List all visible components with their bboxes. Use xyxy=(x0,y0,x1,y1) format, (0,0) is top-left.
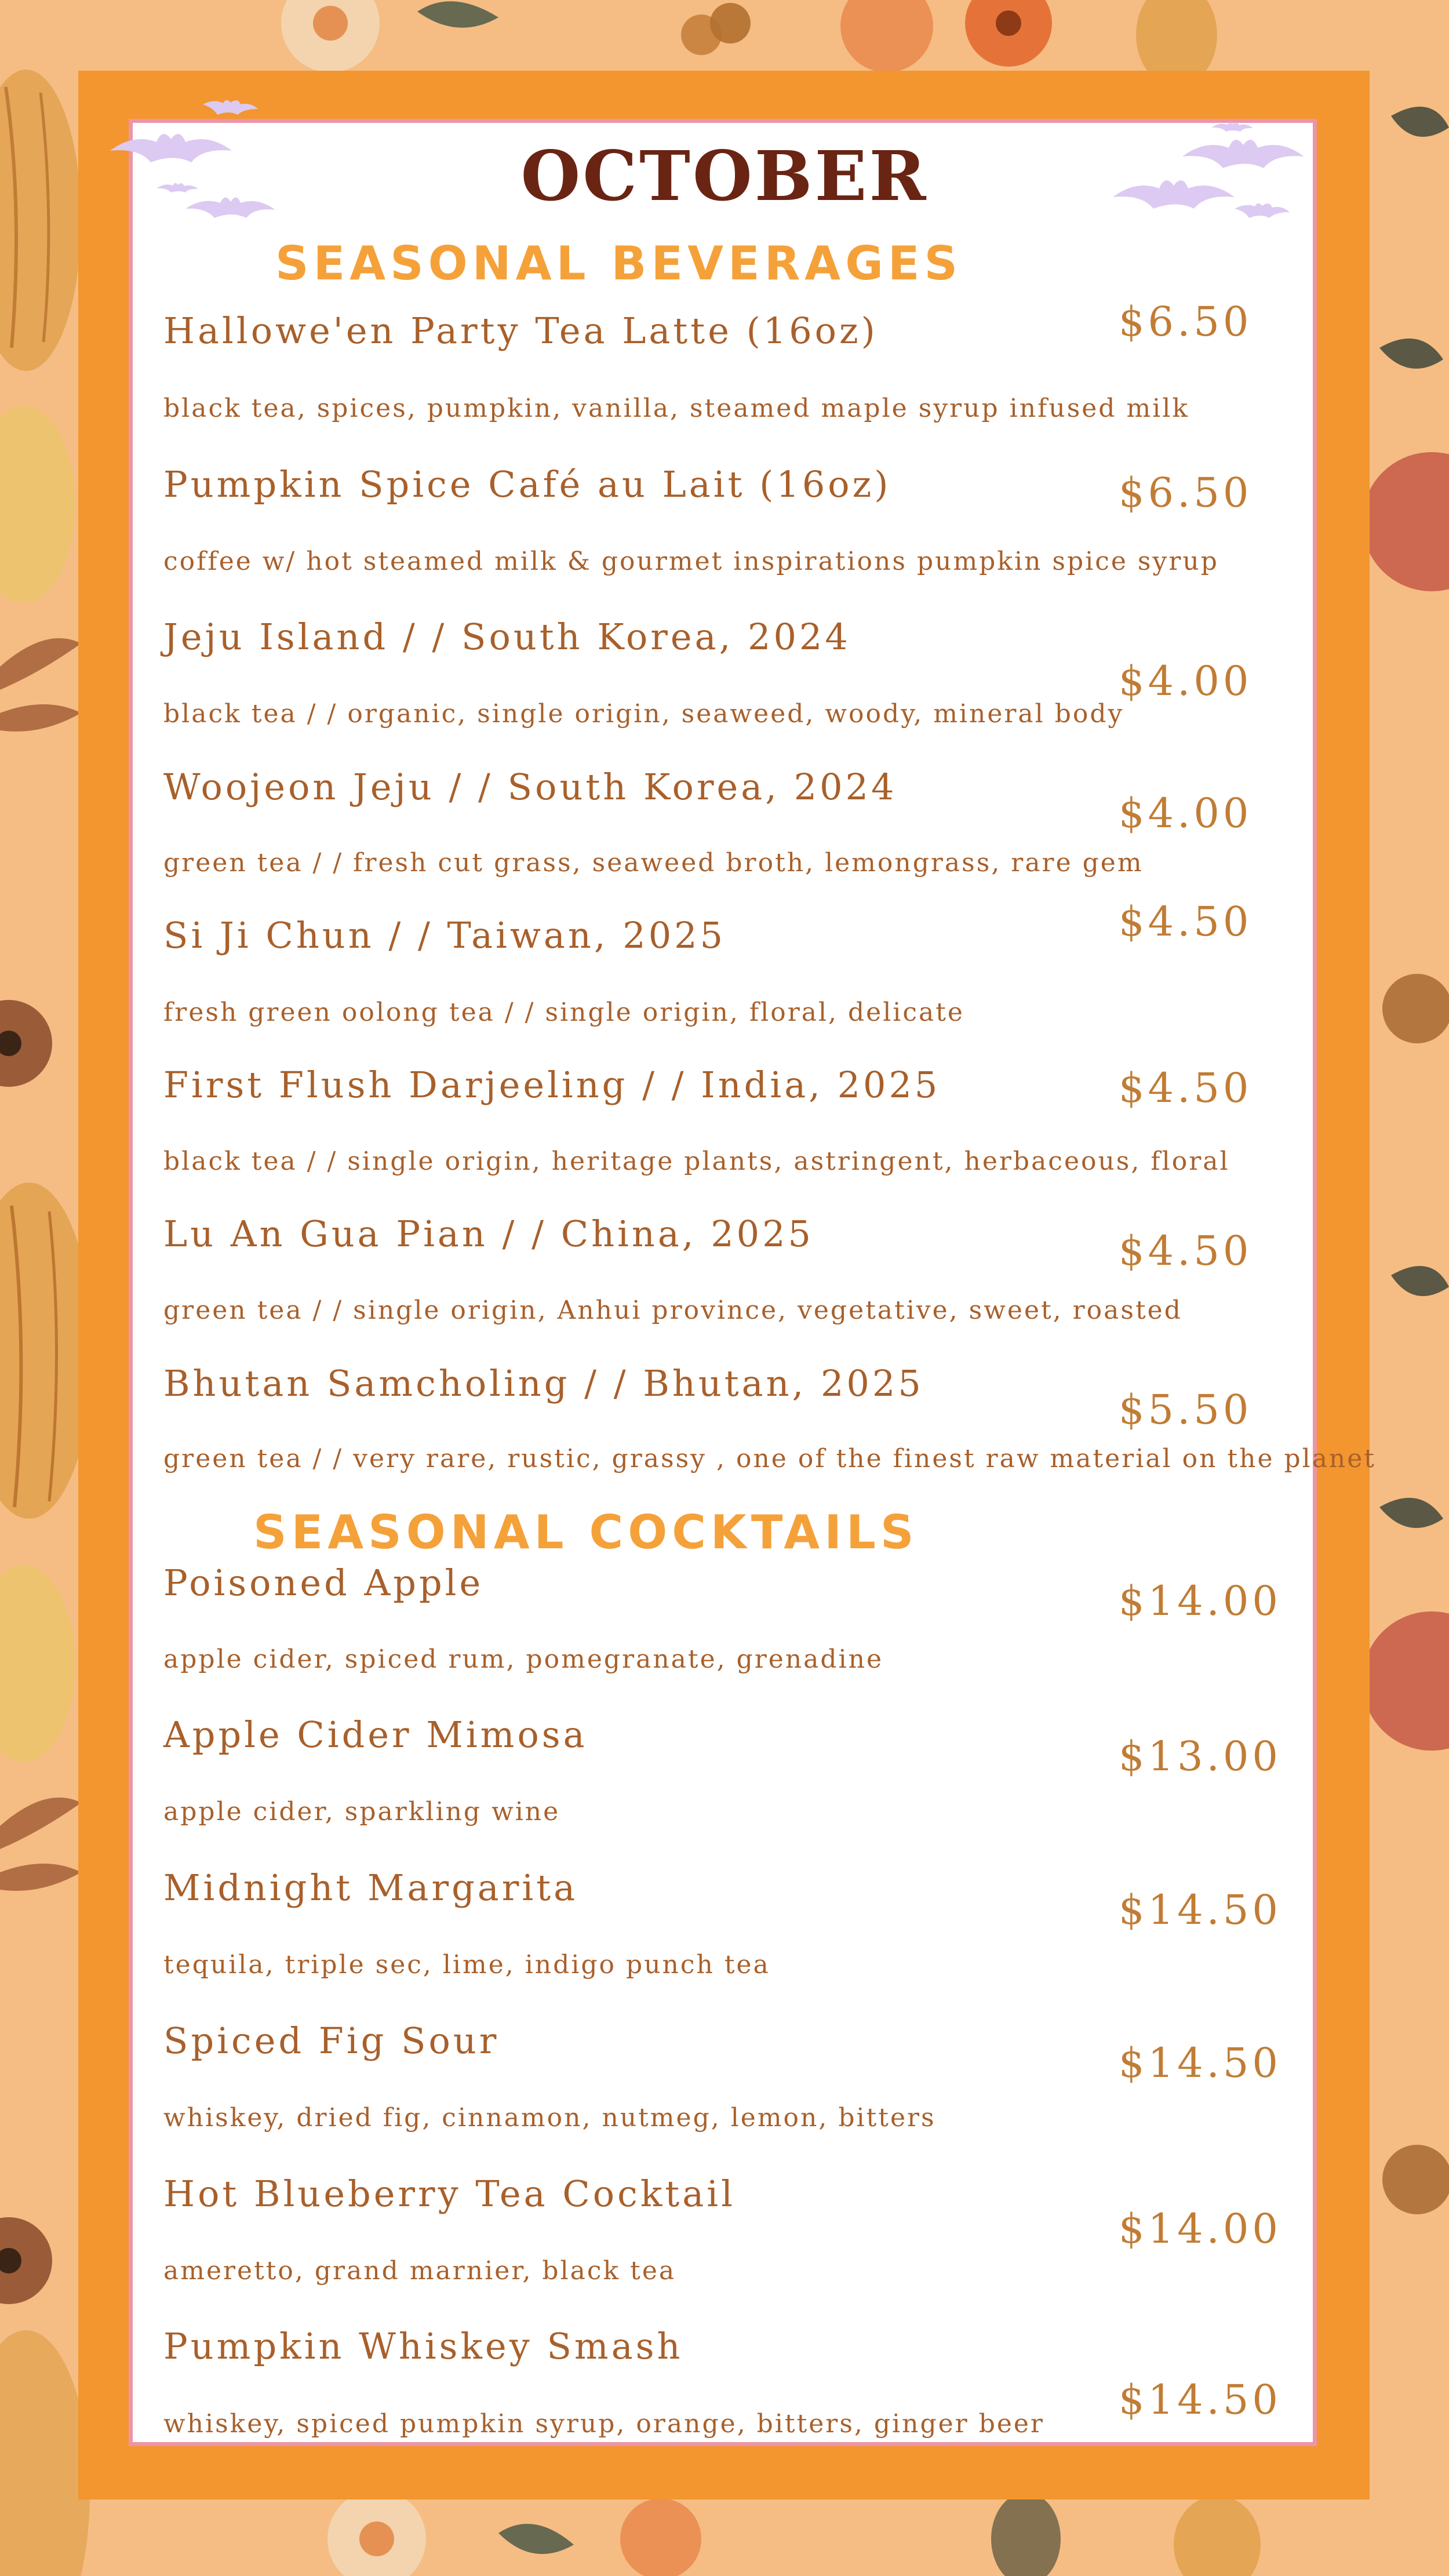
item-name: Hot Blueberry Tea Cocktail xyxy=(163,2173,736,2215)
item-price: $4.50 xyxy=(1119,1064,1253,1112)
item-description: green tea / / very rare, rustic, grassy , one of the finest raw material on the planet xyxy=(163,1444,1376,1473)
item-price: $14.00 xyxy=(1119,2205,1281,2253)
item-name: Apple Cider Mimosa xyxy=(163,1713,588,1756)
item-name: Jeju Island / / South Korea, 2024 xyxy=(163,616,851,658)
item-price: $4.50 xyxy=(1119,1227,1253,1275)
item-description: black tea / / organic, single origin, seaweed, woody, mineral body xyxy=(163,699,1124,729)
item-name: Si Ji Chun / / Taiwan, 2025 xyxy=(163,914,726,956)
acorn-icon xyxy=(710,3,751,43)
item-price: $4.50 xyxy=(1119,898,1253,945)
item-price: $14.50 xyxy=(1119,1886,1281,1934)
item-description: green tea / / single origin, Anhui province, vegetative, sweet, roasted xyxy=(163,1296,1182,1325)
item-price: $6.50 xyxy=(1119,298,1253,345)
item-price: $5.50 xyxy=(1119,1386,1253,1433)
item-price: $6.50 xyxy=(1119,469,1253,516)
item-price: $14.00 xyxy=(1119,1577,1281,1625)
item-description: tequila, triple sec, lime, indigo punch tea xyxy=(163,1950,770,1980)
item-price: $4.00 xyxy=(1119,657,1253,705)
item-description: fresh green oolong tea / / single origin, floral, delicate xyxy=(163,998,964,1027)
item-name: Spiced Fig Sour xyxy=(163,2020,500,2062)
item-description: green tea / / fresh cut grass, seaweed broth, lemongrass, rare gem xyxy=(163,848,1144,878)
acorn-icon xyxy=(1382,974,1449,1043)
item-name: Woojeon Jeju / / South Korea, 2024 xyxy=(163,766,897,808)
item-name: Pumpkin Spice Café au Lait (16oz) xyxy=(163,463,891,505)
item-name: Bhutan Samcholing / / Bhutan, 2025 xyxy=(163,1362,924,1405)
item-description: whiskey, dried fig, cinnamon, nutmeg, lemon, bitters xyxy=(163,2103,936,2133)
item-price: $14.50 xyxy=(1119,2376,1281,2424)
menu-title: OCTOBER xyxy=(520,136,929,216)
item-price: $13.00 xyxy=(1119,1733,1281,1780)
item-name: Lu An Gua Pian / / China, 2025 xyxy=(163,1213,814,1255)
item-description: whiskey, spiced pumpkin syrup, orange, bitters, ginger beer xyxy=(163,2409,1044,2439)
acorn-icon xyxy=(1382,2145,1449,2214)
item-name: Poisoned Apple xyxy=(163,1562,484,1604)
item-description: coffee w/ hot steamed milk & gourmet inspirations pumpkin spice syrup xyxy=(163,547,1219,576)
item-name: First Flush Darjeeling / / India, 2025 xyxy=(163,1064,941,1106)
beverages-heading: SEASONAL BEVERAGES xyxy=(275,237,963,290)
cocktails-heading: SEASONAL COCKTAILS xyxy=(253,1505,919,1559)
item-name: Hallowe'en Party Tea Latte (16oz) xyxy=(163,310,878,352)
item-name: Pumpkin Whiskey Smash xyxy=(163,2325,683,2367)
item-name: Midnight Margarita xyxy=(163,1866,578,1909)
flower-icon xyxy=(620,2498,701,2576)
item-description: black tea / / single origin, heritage plants, astringent, herbaceous, floral xyxy=(163,1147,1230,1176)
item-description: apple cider, spiced rum, pomegranate, grenadine xyxy=(163,1644,884,1674)
item-description: ameretto, grand marnier, black tea xyxy=(163,2256,676,2286)
item-description: black tea, spices, pumpkin, vanilla, steamed maple syrup infused milk xyxy=(163,394,1189,423)
item-price: $14.50 xyxy=(1119,2039,1281,2087)
item-description: apple cider, sparkling wine xyxy=(163,1797,560,1827)
item-price: $4.00 xyxy=(1119,789,1253,837)
